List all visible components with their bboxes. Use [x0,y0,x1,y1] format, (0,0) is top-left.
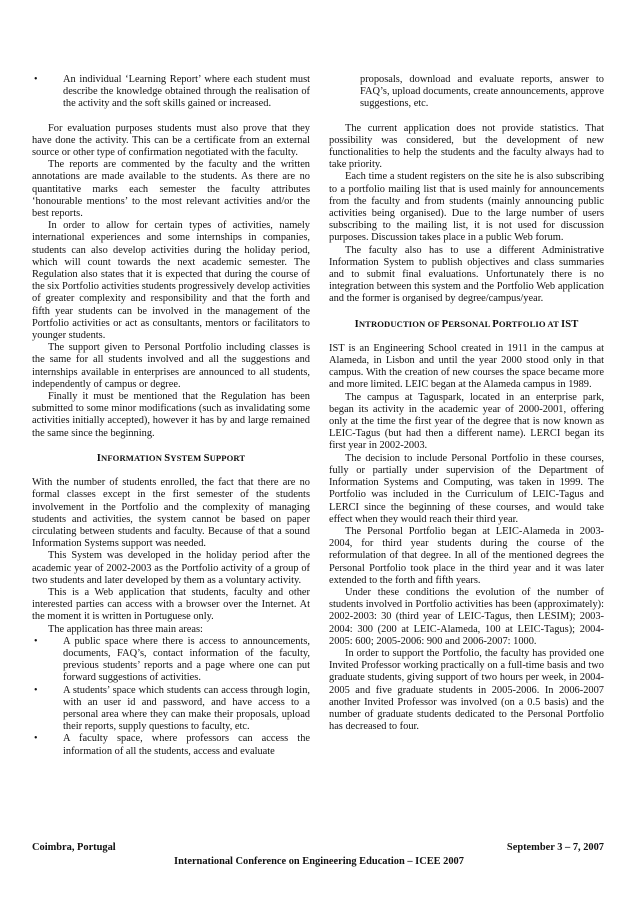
paragraph: This System was developed in the holiday period after the academic year of 2002-2003 as the Portfolio activity of a group of two students and later developed by them as a voluntary activity. [32,550,310,586]
bullet-continuation: proposals, download and evaluate reports, answer to FAQ’s, upload documents, create announcements, approve suggestions, etc. [360,74,604,110]
footer-conference: International Conference on Engineering Education – ICEE 2007 [174,856,464,867]
bullet-icon: • [34,635,38,647]
paragraph: The faculty also has to use a different Administrative Information System to publish objectives and class summaries and to submit final evaluations. Unfortunately there is no integration between this system and the Portfolio Web application and the former is organised by degree/campus/year. [329,244,604,305]
bullet-public-space: • A public space where there is access to announcements, documents, FAQ’s, contact information of the faculty, previous students’ reports and a page where one can put forward suggestions of activities. [34,635,310,684]
paragraph: The current application does not provide statistics. That possibility was considered, but the development of new functionalities to help the students and the faculty always had to take priority. [329,122,604,171]
bullet-learning-report: • An individual ‘Learning Report’ where each student must describe the knowledge obtained through the realisation of the activity and the soft skills gained or increased. [34,74,310,110]
paragraph: With the number of students enrolled, the fact that there are no formal classes except in the first semester of the students involvement in the Portfolio and the complexity of managing students and activities, the system cannot be based on paper circulating between students and faculty. Because of that a sound Information Systems support was needed. [32,477,310,550]
section-heading-information-system-support: INFORMATION SYSTEM SUPPORT [96,452,246,464]
paragraph: For evaluation purposes students must also prove that they have done the activity. This can be a certificate from an external source or other type of confirmation negotiated with the faculty. [32,122,310,159]
paragraph: Under these conditions the evolution of the number of students involved in Portfolio activities has been (approximately): 2002-2003: 30 (third year of LEIC-Tagus, then LESIM); 2003-2004: 300 (200 at LEIC-Alameda, 100 at LEIC-Tagus); 2004-2005: 600; 2005-2006: 900 and 2006-2007: 1000. [329,586,604,647]
paragraph: IST is an Engineering School created in 1911 in the campus at Alameda, in Lisbon and until the year 2000 stood only in that campus. With the creation of new courses the space became more and more limited. LEIC began at the Alameda campus in 1989. [329,342,604,391]
paragraph: The reports are commented by the faculty and the written annotations are made available to the students. As there are no quantitative marks each semester the faculty attributes ‘honourable mentions’ to the most relevant activities and/or the best reports. [32,159,310,220]
paragraph: Finally it must be mentioned that the Regulation has been submitted to some minor modifications (such as invalidating some activities initially accepted), however it has by and large remained the same since the beginning. [32,391,310,439]
left-column [32,74,310,758]
bullet-faculty-space: • A faculty space, where professors can access the information of all the students, access and evaluate [34,733,310,757]
paragraph: The Personal Portfolio began at LEIC-Alameda in 2003-2004, for third year students during the course of the reformulation of that degree. In all of the mentioned degrees the Personal Portfolio took place in the third year and it was later extended to the forth and fifth years. [329,525,604,586]
paragraph: In order to support the Portfolio, the faculty has provided one Invited Professor working practically on a full-time basis and two graduate students, giving support of two hours per week, in 2004-2005 and five graduate students in 2005-2006. In 2006-2007 another Invited Professor was involved (on a 0.5 basis) and the number of graduate students dedicated to the Personal Portfolio has decreased to four. [329,647,604,733]
paragraph: Each time a student registers on the site he is also subscribing to a portfolio mailing list that is used mainly for announcements from the faculty and from students (mainly announcing public activities being organised). Due to the large number of users subscribing to the mailing list, it is not used for discussion purposes. Discussion takes place in a public Web forum. [329,171,604,244]
bullet-icon: • [34,733,38,745]
paragraph: The decision to include Personal Portfolio in these courses, fully or partially under supervision of the Department of Information Systems and Computing, was taken in 1999. The Portfolio was included in the Curriculum of LEIC-Tagus and LERCI since the beginning of these courses, and would take effect when they would reach their third year. [329,452,604,525]
section-heading-introduction-personal-portfolio: INTRODUCTION OF PERSONAL PORTFOLIO AT IST [354,318,579,330]
bullet-students-space: • A students’ space which students can access through login, with an user id and password, and have access to a personal area where they can make their proposals, upload their reports, supply questions to faculty, etc. [34,684,310,733]
footer-dates: September 3 – 7, 2007 [506,842,604,853]
footer-location: Coimbra, Portugal [32,842,116,853]
bullet-icon: • [34,74,38,85]
paragraph: In order to allow for certain types of activities, namely international experiences and some internships in companies, students can also develop activities during the holiday period, which will count towards the next academic semester. The Regulation also states that it is expected that during the course of the six Portfolio activities students progressively develop activities of greater complexity and responsibility and that the forth and fifth year students can be involved in the management of the Portfolio activities or act as consultants, mentors or facilitators to younger students. [32,220,310,342]
paragraph: The campus at Taguspark, located in an enterprise park, began its activity in the academic year of 2000-2001, offering only at the time the first year of the degree that is now known as LEIC-Tagus (but had then a different name). LERCI began its first year in 2002-2003. [329,391,604,452]
paragraph: The support given to Personal Portfolio including classes is the same for all students involved and all the suggestions and internships available in enterprises are announced to all students, independently of campus or degree. [32,342,310,390]
bullet-icon: • [34,684,38,696]
paragraph: This is a Web application that students, faculty and other interested parties can access with a browser over the Internet. At the moment it is written in Portuguese only. [32,586,310,623]
paragraph: The application has three main areas: [48,623,203,635]
right-column [329,74,604,733]
